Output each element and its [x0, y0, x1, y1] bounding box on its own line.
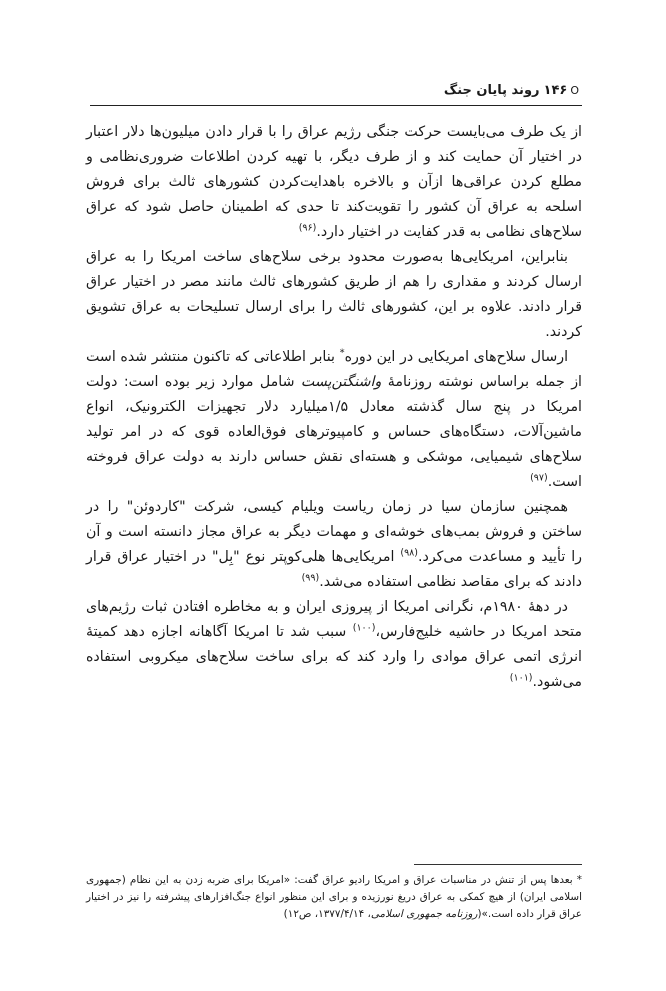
- footnote-rule: [414, 864, 582, 865]
- footnote-text: * بعدها پس از تنش در مناسبات عراق و امریکا رادیو عراق گفت: «امریکا برای ضربه زدن به این نظام (جمهوری اسلامی ایران) از هیچ کمکی به عراق دریغ نورزیده و برای این منظور انواع جنگ‌افزارهای پیشرفته را نیز در اختیار عراق قرار داده است.»(: [86, 874, 582, 920]
- newspaper-name: واشنگتن‌پست: [300, 374, 382, 390]
- citation-ref: (۱۰۱): [509, 672, 533, 684]
- citation-ref: (۱۰۰): [352, 622, 376, 634]
- footnote-marker: *: [339, 347, 345, 359]
- paragraph: [86, 245, 582, 345]
- body-text: [86, 120, 582, 695]
- paragraph-text: شامل موارد زیر بوده است: دولت امریکا در پنج سال گذشته معادل ۱/۵میلیارد دلار تجهیزات الکترونیک، انواع ماشین‌آلات، دستگاه‌های حساس و کامپیوترهای فوق‌العاده قوی که در امر تولید سلاح‌های شیمیایی، موشکی و هسته‌ای نقش حساس دارند به دولت عراق فروخته است.: [86, 374, 582, 490]
- paragraph: [86, 120, 582, 245]
- footnote-source: روزنامه جمهوری اسلامی: [370, 908, 478, 920]
- citation-ref: (۹۶): [298, 222, 317, 234]
- chapter-title: روند پایان جنگ: [443, 83, 540, 98]
- citation-ref: (۹۸): [400, 547, 419, 559]
- paragraph-text: ارسال سلاح‌های امریکایی در این دوره: [344, 349, 569, 365]
- page-number: ۱۴۶: [543, 83, 568, 98]
- citation-ref: (۹۷): [530, 472, 548, 484]
- footnote-text: ، ۱۳۷۷/۴/۱۴، ص۱۲): [283, 908, 371, 920]
- running-header: [90, 82, 582, 100]
- paragraph-text: همچنین سازمان سیا در زمان ریاست ویلیام کیسی، شرکت "کاردوئن" را در ساختن و فروش بمب‌های خوشه‌ای و مهمات دیگر به عراق مجاز دانسته است و آن را تأیید و مساعدت می‌کرد.: [86, 499, 582, 565]
- paragraph-text: از یک طرف می‌بایست حرکت جنگی رژیم عراق را با قرار دادن میلیون‌ها دلار اعتبار در اختیار آن حمایت کند و از طرف دیگر، با تهیه کردن اطلاعات ضروری‌نظامی و مطلع کردن عراقی‌ها ازآن و بالاخره باهدایت‌کردن کشورهای ثالث برای فروش اسلحه به عراق آن کشور را تقویت‌کند تا حدی که اطمینان حاصل شود که عراق سلاح‌های نظامی به قدر کفایت در اختیار دارد.: [86, 124, 582, 240]
- paragraph-text: امریکایی‌ها هلی‌کوپتر نوع "بِل" در اختیار عراق قرار دادند که برای مقاصد نظامی استفاده می‌شد.: [86, 549, 582, 590]
- header-separator: O: [570, 84, 579, 97]
- paragraph-text: بنابر اطلاعاتی که تاکنون منتشر شده است از جمله براساس نوشته روزنامۀ: [86, 349, 582, 390]
- paragraph: [86, 345, 582, 495]
- footnote: [86, 872, 582, 923]
- paragraph: [86, 595, 582, 695]
- paragraph-text: سبب شد تا امریکا آگاهانه اجازه دهد کمیتۀ انرژی اتمی عراق موادی را وارد کند که برای ساخت سلاح‌های میکروبی استفاده می‌شود.: [86, 624, 582, 690]
- paragraph: [86, 495, 582, 595]
- paragraph-text: بنابراین، امریکایی‌ها به‌صورت محدود برخی سلاح‌های ساخت امریکا را به عراق ارسال کردند و مقداری را هم از طریق کشورهای ثالث مانند مصر در اختیار عراق قرار دادند. علاوه بر این، کشورهای ثالث را برای ارسال تسلیحات به عراق تشویق کردند.: [86, 249, 582, 340]
- paragraph-text: در دهۀ ۱۹۸۰م، نگرانی امریکا از پیروزی ایران و به مخاطره افتادن ثبات رژیم‌های متحد امریکا در حاشیه خلیج‌فارس،: [86, 599, 582, 640]
- citation-ref: (۹۹): [301, 572, 320, 584]
- header-rule: [90, 105, 582, 106]
